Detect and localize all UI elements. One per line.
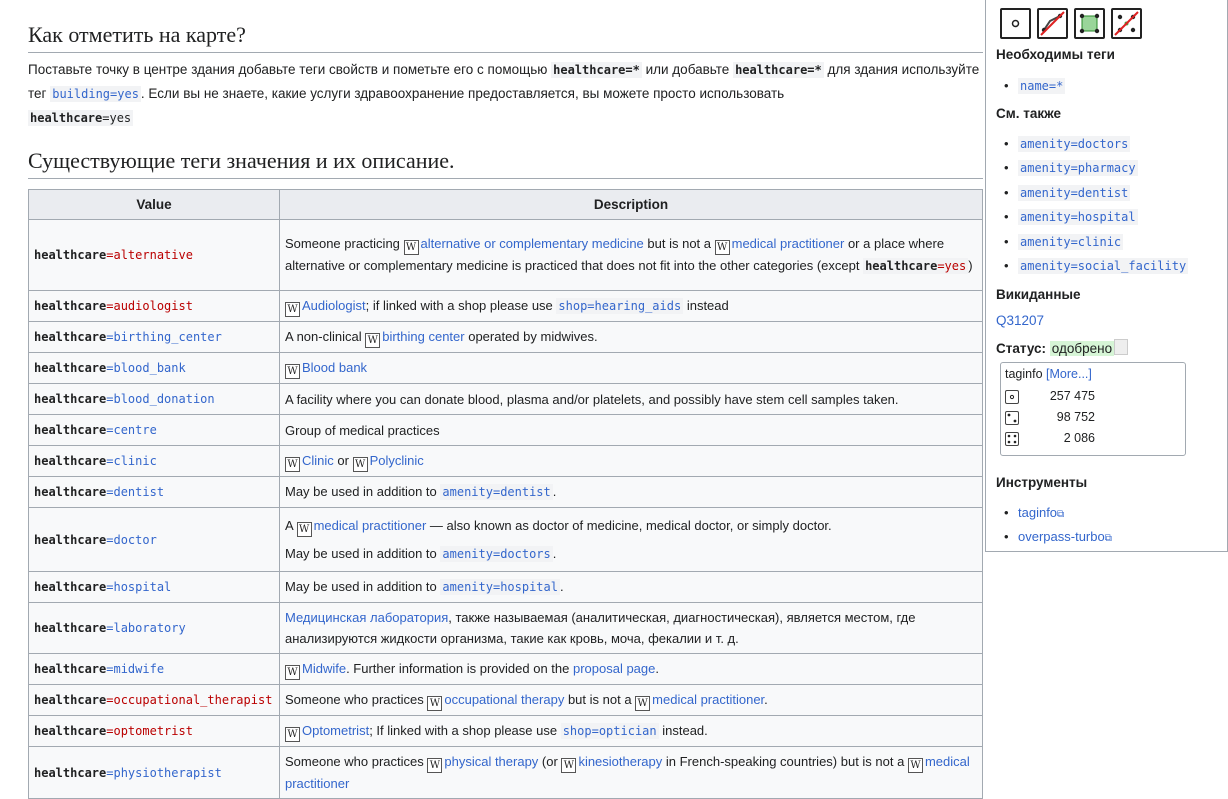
wikipedia-icon: W <box>285 665 300 680</box>
count-nodes: 257 475 <box>1005 389 1095 407</box>
value-link[interactable]: =clinic <box>106 454 157 468</box>
external-link-icon: ⧉ <box>1057 509 1065 520</box>
value-link[interactable]: =doctor <box>106 532 157 547</box>
table-row: healthcare=blood_bank W Blood bank <box>29 353 983 384</box>
link-medical-laboratory[interactable]: Медицинская лаборатория <box>285 610 449 625</box>
status-badge[interactable]: одобрено <box>1051 341 1113 356</box>
link-birthing-center[interactable]: birthing center <box>382 329 465 344</box>
link-proposal-page[interactable]: proposal page <box>572 661 656 676</box>
required-tags-title: Необходимы теги <box>996 47 1115 62</box>
node-icon <box>1005 390 1019 404</box>
value-link[interactable]: =audiologist <box>106 299 193 313</box>
node-icon <box>1000 8 1031 39</box>
area-icon <box>1074 8 1105 39</box>
wikipedia-icon: W <box>285 302 300 317</box>
wikipedia-icon: W <box>297 522 312 537</box>
link-clinic[interactable]: Clinic <box>302 453 334 468</box>
count-relations: 2 086 <box>1005 431 1095 449</box>
col-header-description: Description <box>280 190 983 220</box>
table-row: healthcare=blood_donation A facility where you can donate blood, plasma and/or platelets, and possibly have stem cell samples taken. <box>29 384 983 415</box>
table-row: healthcare=hospital May be used in addition to amenity=hospital . <box>29 572 983 603</box>
tools-title: Инструменты <box>996 475 1088 490</box>
document-icon <box>1114 339 1128 355</box>
table-row: healthcare=birthing_center A non-clinical W birthing center operated by midwives. <box>29 322 983 353</box>
value-link[interactable]: =physiotherapist <box>106 765 222 780</box>
list-item[interactable]: • amenity=social_facility <box>998 254 1188 278</box>
list-item[interactable]: • taginfo⧉ <box>998 501 1112 525</box>
see-also-list <box>998 132 1188 278</box>
table-row: healthcare=dentist May be used in addition to amenity=dentist . <box>29 477 983 508</box>
way-not-allowed-icon <box>1037 8 1068 39</box>
wikidata-link[interactable]: Q31207 <box>996 313 1045 328</box>
list-item[interactable]: • amenity=clinic <box>998 230 1188 254</box>
link-shop-optician[interactable]: shop=optician <box>562 724 657 738</box>
link-building-yes[interactable]: building=yes <box>52 87 139 101</box>
wikipedia-icon: W <box>427 696 442 711</box>
list-item[interactable]: • amenity=hospital <box>998 205 1188 229</box>
link-alternative-medicine[interactable]: alternative or complementary medicine <box>420 236 644 251</box>
col-header-value: Value <box>29 190 280 220</box>
wikipedia-icon: W <box>715 240 730 255</box>
heading-how-to-map: Как отметить на карте? <box>28 22 983 53</box>
geometry-icons <box>1000 8 1142 39</box>
count-ways: 98 752 <box>1005 410 1095 428</box>
list-item[interactable]: • name=* <box>998 74 1065 98</box>
table-row: healthcare=optometrist W Optometrist; If linked with a shop please use shop=optician instead. <box>29 716 983 747</box>
wikipedia-icon: W <box>353 457 368 472</box>
table-row: healthcare=doctor A W medical practitioner — also known as doctor of medicine, medical doctor, or simply doctor. May be used in addition to amenity=doctors . <box>29 508 983 572</box>
external-link-icon: ⧉ <box>1104 533 1112 545</box>
wikipedia-icon: W <box>285 364 300 379</box>
list-item[interactable]: • overpass-turbo⧉ <box>998 525 1112 549</box>
value-link[interactable]: =dentist <box>106 485 165 499</box>
link-medical-practitioner[interactable]: medical practitioner <box>731 236 845 251</box>
table-row: healthcare=occupational_therapist Someone who practices W occupational therapy but is not a W medical practitioner. <box>29 685 983 716</box>
link-amenity-dentist[interactable]: amenity=dentist <box>442 485 551 499</box>
value-link[interactable]: =alternative <box>106 248 193 262</box>
wikidata-title: Викиданные <box>996 287 1081 302</box>
table-row: healthcare=physiotherapist Someone who practices W physical therapy (or W kinesiotherapy in French-speaking countries) but is not a W medical practitioner <box>29 747 983 799</box>
list-item[interactable]: • amenity=doctors <box>998 132 1188 156</box>
value-link[interactable]: =blood_donation <box>106 392 215 406</box>
value-link[interactable]: =blood_bank <box>106 361 186 375</box>
taginfo-more-link[interactable]: [More...] <box>1046 367 1092 381</box>
link-audiologist[interactable]: Audiologist <box>302 298 366 313</box>
taginfo-box <box>1000 362 1186 456</box>
infobox-sidebar <box>985 0 1228 552</box>
link-shop-hearing-aids[interactable]: shop=hearing_aids <box>558 299 682 313</box>
link-medical-practitioner[interactable]: medical practitioner <box>652 692 765 707</box>
table-row: healthcare=audiologist W Audiologist; if linked with a shop please use shop=hearing_aids instead <box>29 291 983 322</box>
table-row: healthcare=clinic W Clinic or W Polyclinic <box>29 446 983 477</box>
link-physical-therapy[interactable]: physical therapy <box>444 754 539 769</box>
table-row: healthcare=alternative Someone practicing W alternative or complementary medicine but is not a W medical practitioner or a place where alternative or complementary medicine is practiced that does not fit into the other categories (except healthcare=yes ) <box>29 220 983 291</box>
wikipedia-icon: W <box>561 758 576 773</box>
value-link[interactable]: =birthing_center <box>106 330 222 344</box>
value-link[interactable]: =centre <box>106 423 157 437</box>
table-row: healthcare=centre Group of medical practices <box>29 415 983 446</box>
list-item[interactable]: • amenity=pharmacy <box>998 156 1188 180</box>
required-tags-list <box>998 74 1065 98</box>
way-icon <box>1005 411 1019 425</box>
code-healthcare-yes: healthcare=yes <box>30 111 132 125</box>
wikipedia-icon: W <box>404 240 419 255</box>
table-row: healthcare=laboratory Медицинская лаборатория, также называемая (аналитическая, диагностическая), является местом, где анализируются жидкости организма, такие как кровь, моча, фекалии и т. д. <box>29 603 983 654</box>
taginfo-link[interactable]: taginfo <box>1005 367 1043 381</box>
see-also-title: См. также <box>996 106 1062 121</box>
link-polyclinic[interactable]: Polyclinic <box>369 453 424 468</box>
values-table <box>28 189 983 799</box>
heading-values: Существующие теги значения и их описание. <box>28 148 983 179</box>
wikipedia-icon: W <box>285 457 300 472</box>
relation-icon <box>1005 432 1019 446</box>
table-row: healthcare=midwife W Midwife. Further information is provided on the proposal page. <box>29 654 983 685</box>
link-medical-practitioner[interactable]: medical practitioner <box>285 754 970 791</box>
link-amenity-doctors[interactable]: amenity=doctors <box>442 546 551 561</box>
link-amenity-hospital[interactable]: amenity=hospital <box>442 580 558 594</box>
list-item[interactable]: • amenity=dentist <box>998 181 1188 205</box>
relation-not-allowed-icon <box>1111 8 1142 39</box>
value-link[interactable]: =midwife <box>106 662 165 676</box>
link-optometrist[interactable]: Optometrist <box>302 723 370 738</box>
value-link[interactable]: =hospital <box>106 580 172 594</box>
wikipedia-icon: W <box>365 333 380 348</box>
wikipedia-icon: W <box>908 758 923 773</box>
link-medical-practitioner[interactable]: medical practitioner <box>313 517 427 533</box>
value-link[interactable]: =optometrist <box>106 724 193 738</box>
wikipedia-icon: W <box>635 696 650 711</box>
link-occupational-therapy[interactable]: occupational therapy <box>444 692 565 707</box>
link-midwife[interactable]: Midwife <box>302 661 347 676</box>
value-link[interactable]: =laboratory <box>106 621 186 635</box>
status-line: Статус: одобрено <box>996 339 1128 356</box>
link-blood-bank[interactable]: Blood bank <box>302 360 368 375</box>
wikipedia-icon: W <box>427 758 442 773</box>
intro-paragraph: Поставьте точку в центре здания добавьте теги свойств и пометьте его с помощью healthcare=* или добавьте healthcare=* для здания используйте тег building=yes . Если вы не знаете, какие услуги здравоохранение предоставляется, вы можете просто использовать healthcare=yes <box>28 62 980 125</box>
link-kinesiotherapy[interactable]: kinesiotherapy <box>578 754 663 769</box>
tools-list <box>998 501 1112 550</box>
code-healthcare: healthcare=* <box>553 63 640 77</box>
wikipedia-icon: W <box>285 727 300 742</box>
code-healthcare-2: healthcare=* <box>735 63 822 77</box>
value-link[interactable]: =occupational_therapist <box>106 693 273 707</box>
